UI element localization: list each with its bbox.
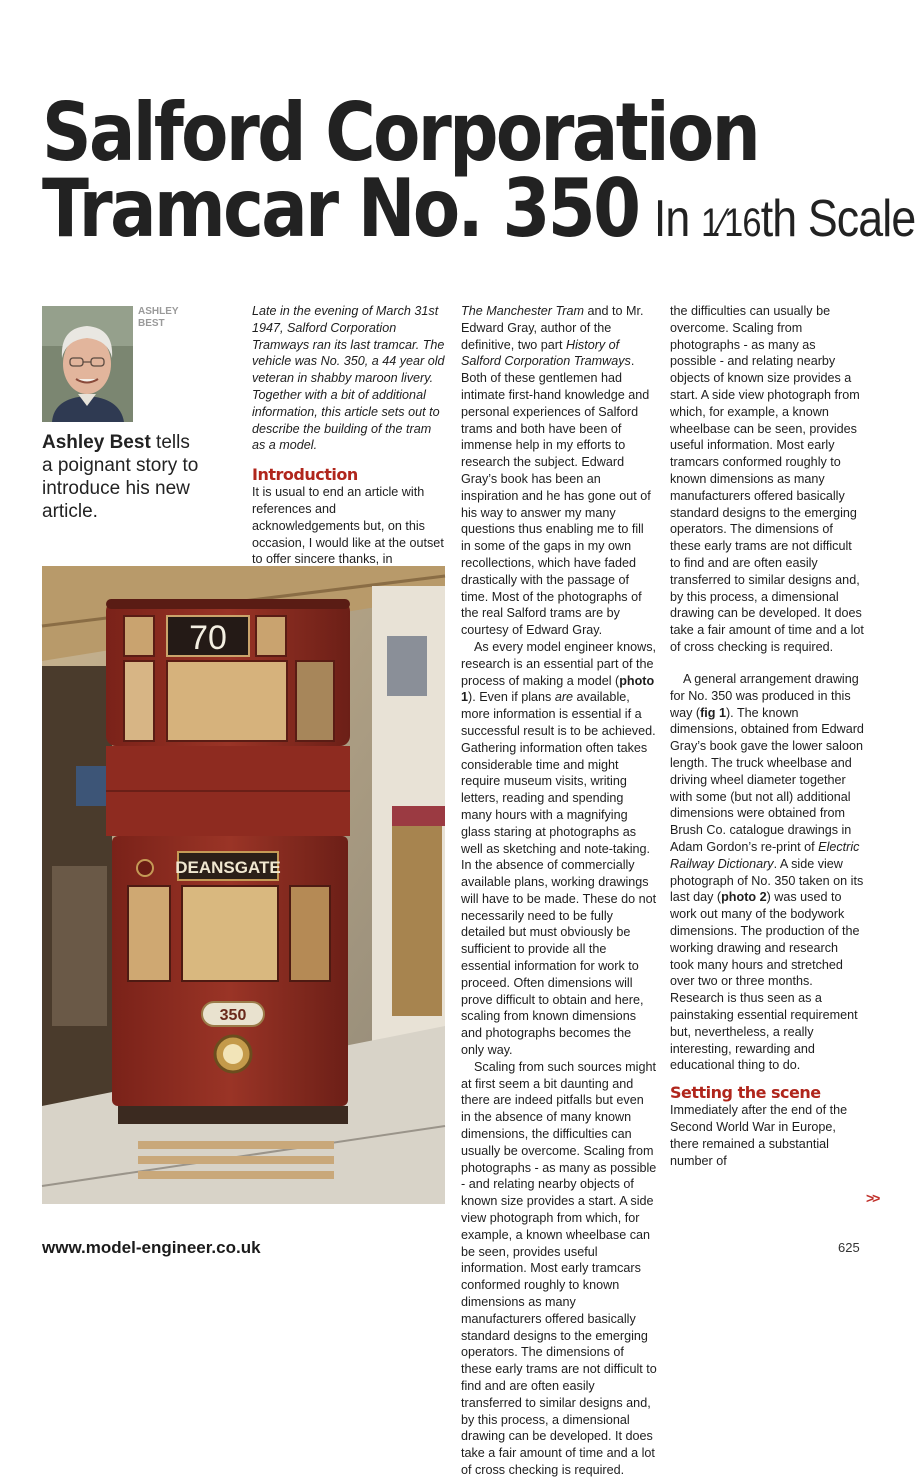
continue-arrow-icon: >> — [866, 1190, 879, 1206]
heading-setting-the-scene: Setting the scene — [670, 1083, 821, 1103]
title-scale-prefix: In — [653, 190, 701, 248]
title-scale-suffix: th Scale — [760, 190, 915, 248]
intro-book-2: History of Salford Corporation Tramways — [461, 337, 631, 369]
destination-blind: DEANSGATE — [175, 858, 281, 877]
p4-photo-ref: photo 2 — [721, 890, 767, 905]
author-tag-last: BEST — [138, 318, 165, 329]
article-title — [42, 86, 915, 261]
standfirst-author: Ashley Best — [42, 432, 151, 453]
intro-paragraph — [461, 303, 657, 639]
author-tag-first: ASHLEY — [138, 306, 179, 317]
title-scale — [654, 190, 915, 248]
intro-text-c: . Both of these gentlemen had intimate first-hand knowledge and personal experiences of Salford trams and both have been of immense help in my efforts to research the subject. Edward Gray’s book has been an inspiration and he has gone out of his way to answer my many questions thus enabling me to fill in some of the gaps in my own recollections, which have faded drastically with the passage of time. Most of the photographs of the real Salford trams are by courtesy of Edward Gray. — [461, 354, 651, 638]
title-line-2 — [42, 162, 915, 261]
title-main-2: Tramcar No. 350 — [42, 162, 639, 255]
paragraph-scene: Immediately after the end of the Second World War in Europe, there remained a substantial number of — [670, 1103, 848, 1168]
paragraph-research — [461, 639, 657, 1059]
p2-rest: available, more information is essential if a successful result is to be achieved. Gathering information often takes considerable time and might require museum visits, writing letters, reading and spending many hours with a magnifying glass staring at photographs as well as sketching and note-taking. In the absence of commercially available plans, working drawings will have to be made. These do not necessarily need to be fully detailed but must obviously be sufficient to provide all the essential information for work to proceed. Often dimensions will prove difficult to obtain and here, scaling from known dimensions and photographs becomes the only way. — [461, 690, 657, 1058]
page-number: 625 — [838, 1240, 860, 1255]
standfirst — [42, 431, 202, 523]
intro-text-b: and to Mr. Edward Gray, author of the definitive, two part — [461, 304, 644, 352]
title-scale-fraction: 1⁄16 — [700, 201, 761, 245]
p4-fig-ref: fig 1 — [700, 705, 726, 720]
author-tag — [138, 306, 198, 330]
intro-book-1: The Manchester Tram — [461, 304, 584, 318]
heading-introduction: Introduction — [252, 465, 358, 485]
lede: Late in the evening of March 31st 1947, Salford Corporation Tramways ran its last tramcar. The vehicle was No. 350, a 44 year old veteran in shabby maroon livery. Together with a bit of additional information, this article sets out to describe the building of the tram as a model. — [252, 304, 445, 453]
column-2 — [461, 303, 657, 1477]
paragraph-scaling-cont: the difficulties can usually be overcome. Scaling from photographs - as many as possible - and relating nearby objects of known size provides a start. A side view photograph from which, for example, a known wheelbase can be seen, provides useful information. Most early tramcars conformed roughly to known dimensions as many manufacturers offered basically standard designs to the emerging operators. The dimensions of these early trams are not difficult to find and are often easily transferred to similar designs and, by this process, a dimensional drawing can be developed. It does take a fair amount of time and a lot of cross checking is required. — [670, 304, 864, 654]
tram-photo — [42, 566, 445, 1204]
p2-photo-ref: photo 1 — [461, 673, 655, 705]
route-number: 70 — [189, 619, 227, 657]
intro-text-a: It is usual to end an article with references and acknowledgements but, on this occasion, I would like at the outset to offer sincere thanks, in — [252, 485, 444, 567]
author-portrait — [42, 306, 133, 422]
p2-are: are — [554, 690, 574, 705]
title-line-1: Salford Corporation — [42, 86, 759, 179]
intro-paragraph-start — [252, 484, 445, 567]
fleet-number-plate: 350 — [219, 1007, 247, 1024]
standfirst-text: tells a poignant story to introduce his new article. — [42, 432, 199, 522]
column-1 — [252, 303, 445, 567]
p4-end: ) was used to work out many of the bodywork dimensions. The production of the working drawing and research took many hours and stretched over two or three months. Research is thus seen as a painstaking essential requirement but, nevertheless, a really interesting, rewarding and educational thing to do. — [670, 890, 860, 1073]
p4-book: Electric Railway Dictionary — [670, 839, 860, 871]
column-3 — [670, 303, 864, 1169]
p2-start: As every model engineer knows, research is an essential part of the process of making a model ( — [461, 639, 657, 688]
paragraph-drawing — [670, 671, 864, 1074]
p2-mid: ). Even if plans — [468, 690, 555, 705]
paragraph-scaling: Scaling from such sources might at first seem a bit daunting and there are indeed pitfalls but even in the absence of many known dimensions, the difficulties can usually be overcome. Scaling from photographs - as many as possible - and relating nearby objects of known size provides a start. A side view photograph from which, for example, a known wheelbase can be seen, provides useful information. Most early tramcars conformed roughly to known dimensions as many manufacturers offered basically standard designs to the emerging operators. The dimensions of these early trams are not difficult to find and are often easily transferred to similar designs and, by this process, a dimensional drawing can be developed. It does take a fair amount of time and a lot of cross checking is required. — [461, 1059, 657, 1477]
p4-mid: ). The known dimensions, obtained from Edward Gray’s book gave the lower saloon length. The truck wheelbase and driving wheel diameter together with some (but not all) additional dimensions were obtained from Brush Co. catalogue drawings in Adam Gordon’s re-print of — [670, 705, 864, 854]
p4-start: A general arrangement drawing for No. 350 was produced in this way ( — [670, 672, 859, 720]
footer-website: www.model-engineer.co.uk — [42, 1238, 261, 1257]
p4-mid2: . A side view photograph of No. 350 taken on its last day ( — [670, 856, 864, 905]
